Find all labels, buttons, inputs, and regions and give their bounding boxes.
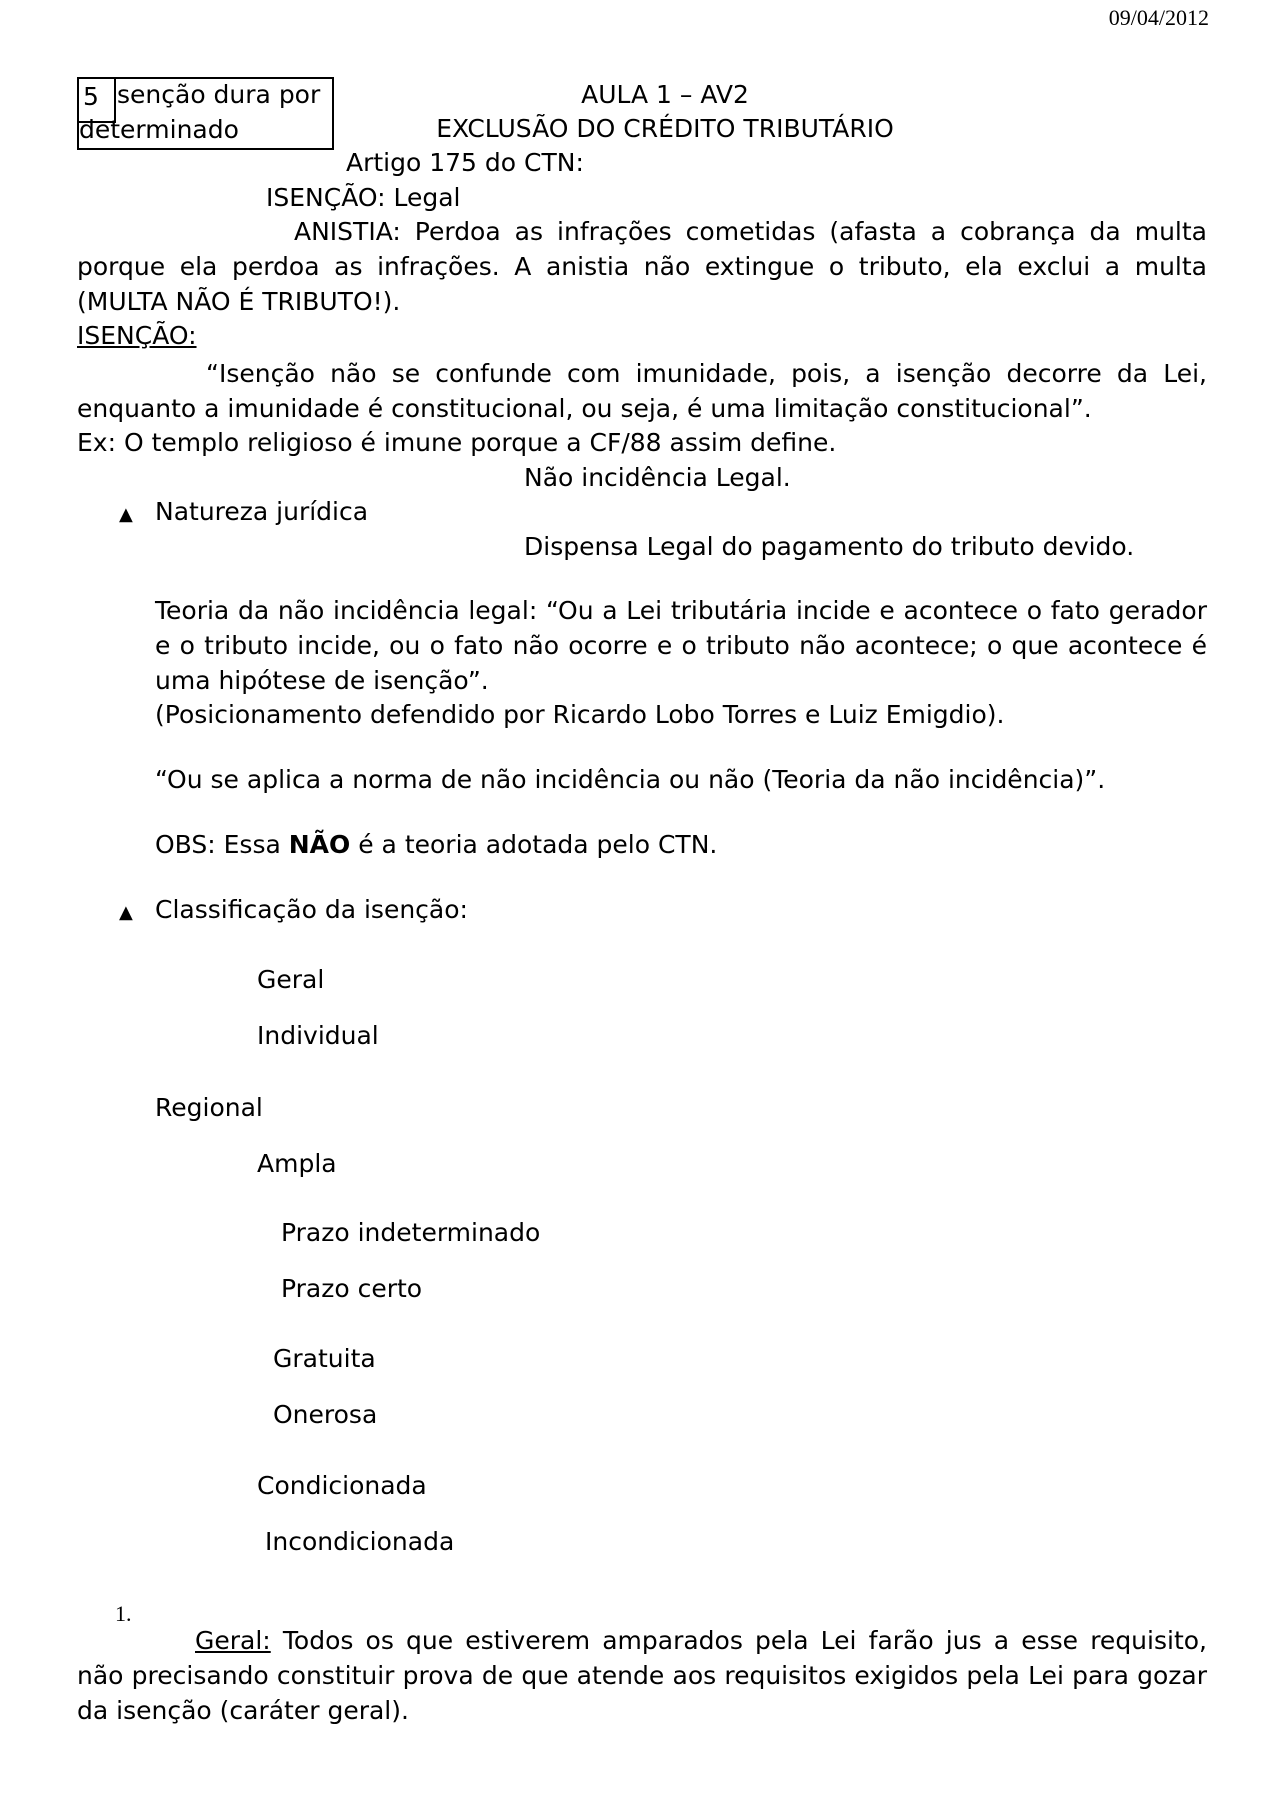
quote-nao-incidencia: “Ou se aplica a norma de não incidência ou não (Teoria da não incidência)”.: [155, 765, 1106, 794]
natureza-label: Natureza jurídica: [155, 497, 369, 526]
posicionamento-line: (Posicionamento defendido por Ricardo Lobo Torres e Luiz Emigdio).: [155, 700, 1005, 729]
class-regional: Regional: [155, 1093, 263, 1122]
natureza-option-2: Dispensa Legal do pagamento do tributo devido.: [524, 532, 1135, 561]
title-line-1: AULA 1 – AV2: [581, 80, 749, 109]
class-prazo-indeterminado: Prazo indeterminado: [281, 1218, 541, 1247]
obs-bold: NÃO: [288, 830, 351, 859]
anistia-paragraph: ANISTIA: Perdoa as infrações cometidas (afasta a cobrança da multa porque ela perdoa as infrações. A anistia não extingue o tributo, ela exclui a multa (MULTA NÃO É TRIBUTO!).: [77, 217, 1207, 316]
class-individual: Individual: [257, 1021, 379, 1050]
triangle-bullet-icon: ▲: [119, 902, 133, 923]
geral-definition: [77, 1623, 1207, 1728]
class-geral: Geral: [257, 965, 325, 994]
isencao-legal: ISENÇÃO: Legal: [266, 183, 461, 212]
document-date: 09/04/2012: [1108, 5, 1209, 30]
obs-prefix: OBS: Essa: [155, 830, 289, 859]
class-gratuita: Gratuita: [273, 1344, 376, 1373]
obs-line: [155, 827, 717, 862]
sidebox-number: 5: [83, 82, 99, 111]
class-onerosa: Onerosa: [273, 1400, 378, 1429]
title-line-2: EXCLUSÃO DO CRÉDITO TRIBUTÁRIO: [436, 114, 894, 143]
class-incondicionada: Incondicionada: [265, 1527, 455, 1556]
class-prazo-certo: Prazo certo: [281, 1274, 423, 1303]
sidebox-line-2: determinado: [79, 115, 239, 144]
geral-term: Geral:: [195, 1626, 271, 1655]
teoria-paragraph: Teoria da não incidência legal: “Ou a Lei tributária incide e acontece o fato gerador e o tributo incide, ou o fato não ocorre e o tributo não acontece; o que acontece é uma hipótese de isenção”.: [155, 596, 1207, 695]
natureza-option-1: Não incidência Legal.: [524, 463, 791, 492]
class-condicionada: Condicionada: [257, 1471, 427, 1500]
triangle-bullet-icon: ▲: [119, 504, 133, 525]
class-ampla: Ampla: [257, 1149, 337, 1178]
title-line-3: Artigo 175 do CTN:: [346, 148, 584, 177]
isencao-heading: ISENÇÃO:: [77, 321, 197, 350]
list-number: 1.: [115, 1601, 132, 1626]
sidebox-line-1: senção dura por: [117, 80, 321, 109]
classificacao-label: Classificação da isenção:: [155, 895, 468, 924]
obs-suffix: é a teoria adotada pelo CTN.: [350, 830, 718, 859]
example-line: Ex: O templo religioso é imune porque a CF/88 assim define.: [77, 428, 837, 457]
geral-text: Todos os que estiverem amparados pela Lei farão jus a esse requisito, não precisando constituir prova de que atende aos requisitos exigidos pela Lei para gozar da isenção (caráter geral).: [77, 1626, 1207, 1725]
quote-isencao-imunidade: “Isenção não se confunde com imunidade, pois, a isenção decorre da Lei, enquanto a imunidade é constitucional, ou seja, é uma limitação constitucional”.: [77, 359, 1207, 423]
